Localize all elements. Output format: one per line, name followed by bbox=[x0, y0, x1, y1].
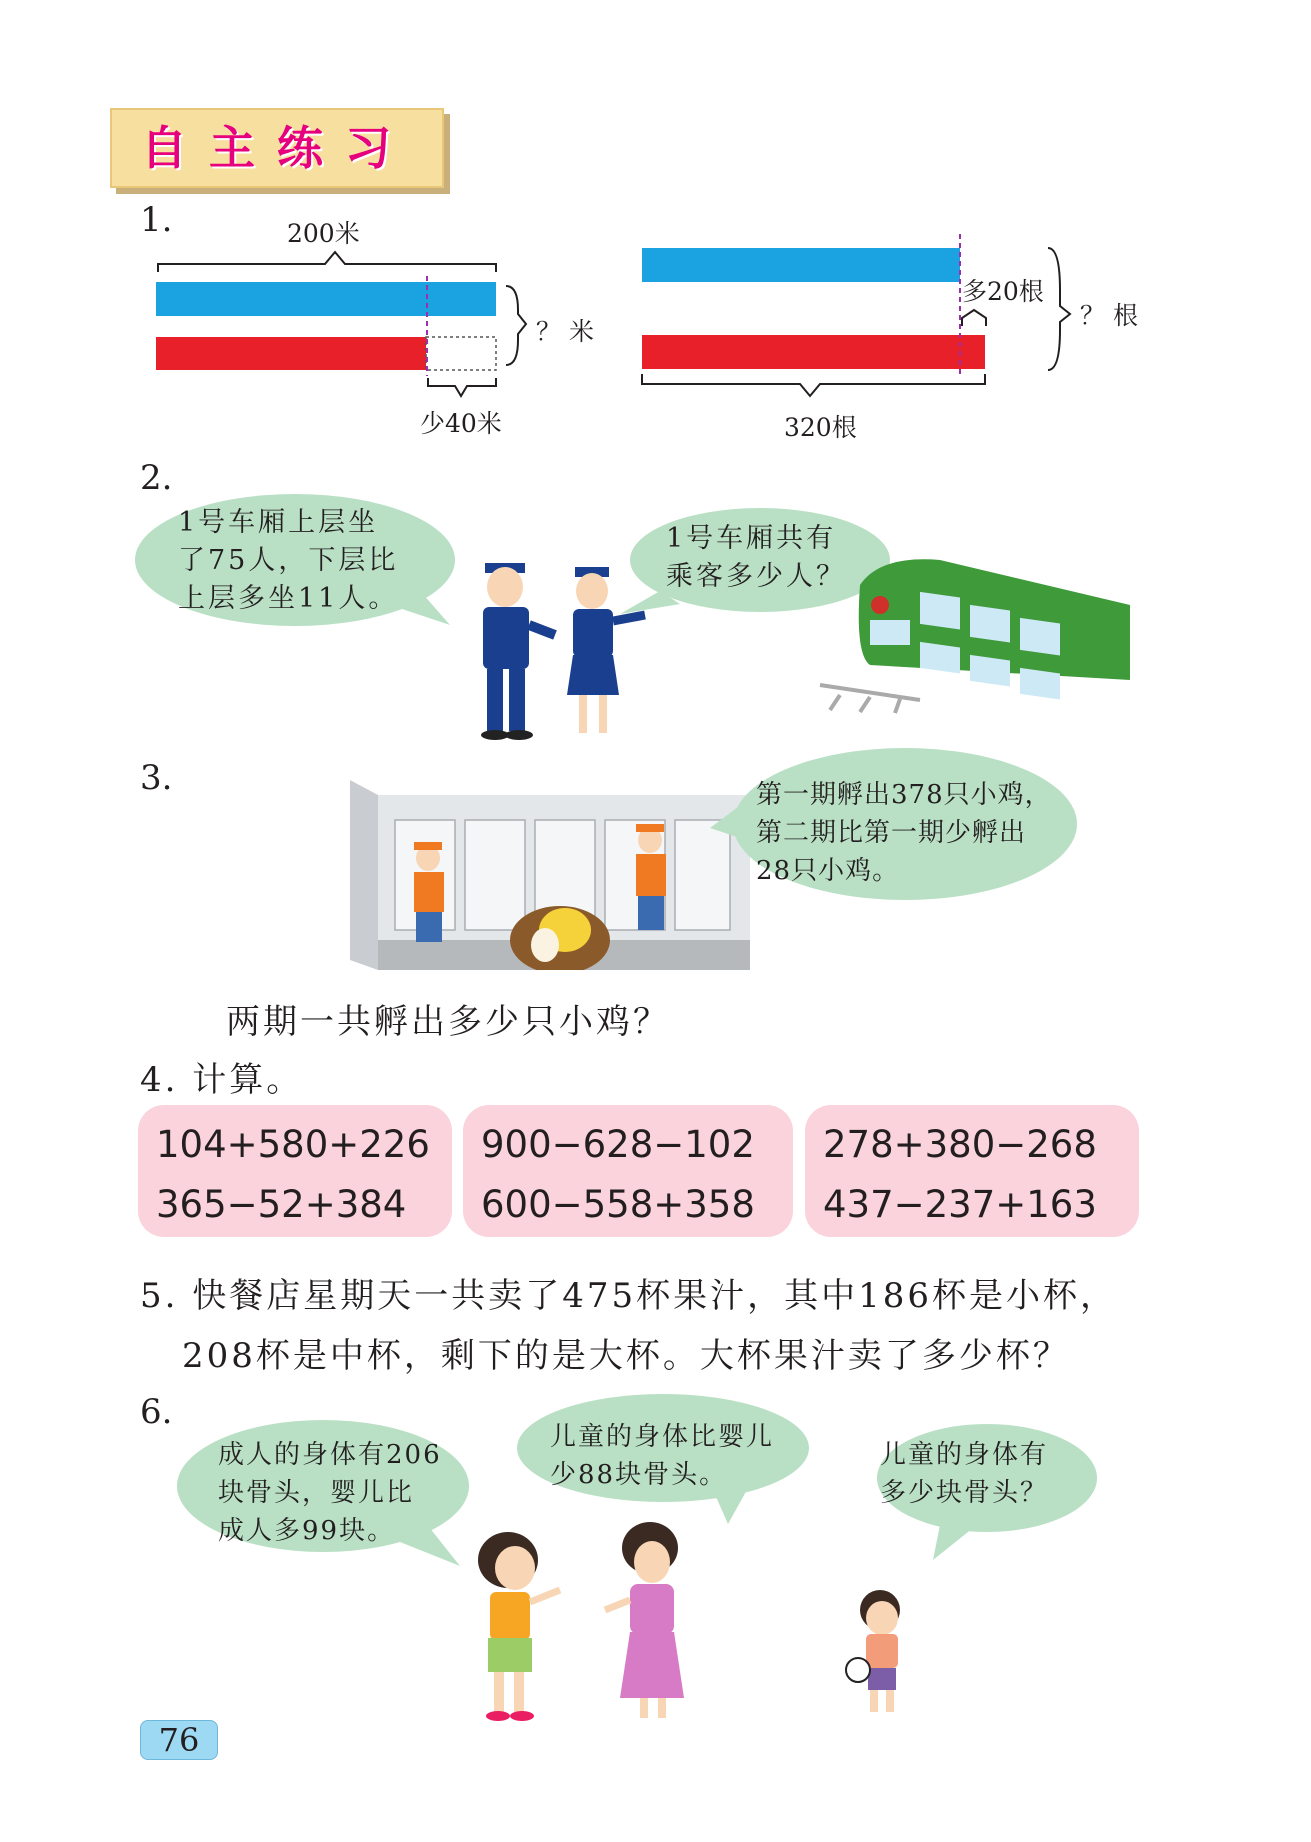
red-bar bbox=[156, 337, 426, 370]
female-conductor bbox=[567, 567, 645, 733]
question-6-number: 6. bbox=[140, 1392, 173, 1432]
children-illustration bbox=[440, 1520, 960, 1730]
section-title: 自主练习 bbox=[110, 108, 444, 188]
q6-bubble-mid-text: 儿童的身体比婴儿 少88块骨头。 bbox=[550, 1422, 775, 1490]
calc-box-1 bbox=[138, 1105, 452, 1237]
calc-box-2 bbox=[463, 1105, 793, 1237]
question-3-number: 3. bbox=[140, 758, 173, 798]
q2-bubble-right-text: 1号车厢共有 乘客多少人？ bbox=[666, 523, 846, 592]
top-brace bbox=[158, 252, 496, 272]
bottom-brace bbox=[428, 378, 496, 396]
woman-middle bbox=[605, 1522, 684, 1718]
right-brace bbox=[1048, 248, 1070, 370]
calc-expression: 600−558+358 bbox=[481, 1183, 755, 1226]
question-1-number: 1. bbox=[140, 200, 173, 240]
girl-left bbox=[478, 1532, 560, 1721]
label-less-40m: 少40米 bbox=[420, 409, 502, 438]
q3-question: 两期一共孵出多少只小鸡？ bbox=[226, 1002, 670, 1042]
calc-expression: 104+580+226 bbox=[156, 1123, 430, 1166]
page-number: 76 bbox=[140, 1720, 218, 1760]
q3-bubble-text: 第一期孵出378只小鸡， 第二期比第一期少孵出 28只小鸡。 bbox=[756, 780, 1052, 886]
q5-line-1: 5. 快餐店星期天一共卖了475杯果汁，其中186杯是小杯， bbox=[140, 1276, 1118, 1316]
worker-right bbox=[636, 824, 666, 930]
right-brace bbox=[506, 286, 526, 365]
question-2-number: 2. bbox=[140, 458, 173, 498]
label-question-meters: ？ 米 bbox=[536, 317, 594, 346]
label-320: 320根 bbox=[784, 413, 857, 442]
blue-bar bbox=[156, 282, 496, 316]
q4-title: 4. 计算。 bbox=[140, 1060, 304, 1100]
calc-box-3 bbox=[805, 1105, 1139, 1237]
train-illustration bbox=[800, 545, 1130, 715]
q5-line-2: 208杯是中杯，剩下的是大杯。大杯果汁卖了多少杯？ bbox=[182, 1336, 1070, 1376]
label-more-20: 多20根 bbox=[962, 277, 1044, 306]
label-question-roots: ？ 根 bbox=[1080, 301, 1138, 330]
q2-bubble-left-text: 1号车厢上层坐 了75人，下层比 上层多坐11人。 bbox=[178, 507, 399, 614]
boy-right bbox=[846, 1590, 900, 1712]
small-brace bbox=[962, 310, 986, 326]
red-bar bbox=[642, 335, 985, 369]
q1-right-diagram bbox=[642, 234, 1070, 396]
calc-expression: 900−628−102 bbox=[481, 1123, 755, 1166]
q6-bubble-right-text: 儿童的身体有 多少块骨头？ bbox=[880, 1440, 1049, 1508]
blue-bar bbox=[642, 248, 960, 282]
calc-expression: 437−237+163 bbox=[823, 1183, 1097, 1226]
hatchery-illustration bbox=[350, 780, 750, 970]
worker-left bbox=[414, 842, 444, 942]
missing-segment bbox=[426, 337, 496, 370]
calc-expression: 278+380−268 bbox=[823, 1123, 1097, 1166]
bottom-brace bbox=[642, 374, 985, 396]
label-200m: 200米 bbox=[287, 219, 360, 248]
calc-expression: 365−52+384 bbox=[156, 1183, 407, 1226]
male-conductor bbox=[481, 563, 555, 740]
q1-left-diagram bbox=[156, 252, 526, 396]
conductors-illustration bbox=[455, 555, 655, 745]
q6-bubble-left-text: 成人的身体有206 块骨头，婴儿比 成人多99块。 bbox=[218, 1440, 442, 1546]
